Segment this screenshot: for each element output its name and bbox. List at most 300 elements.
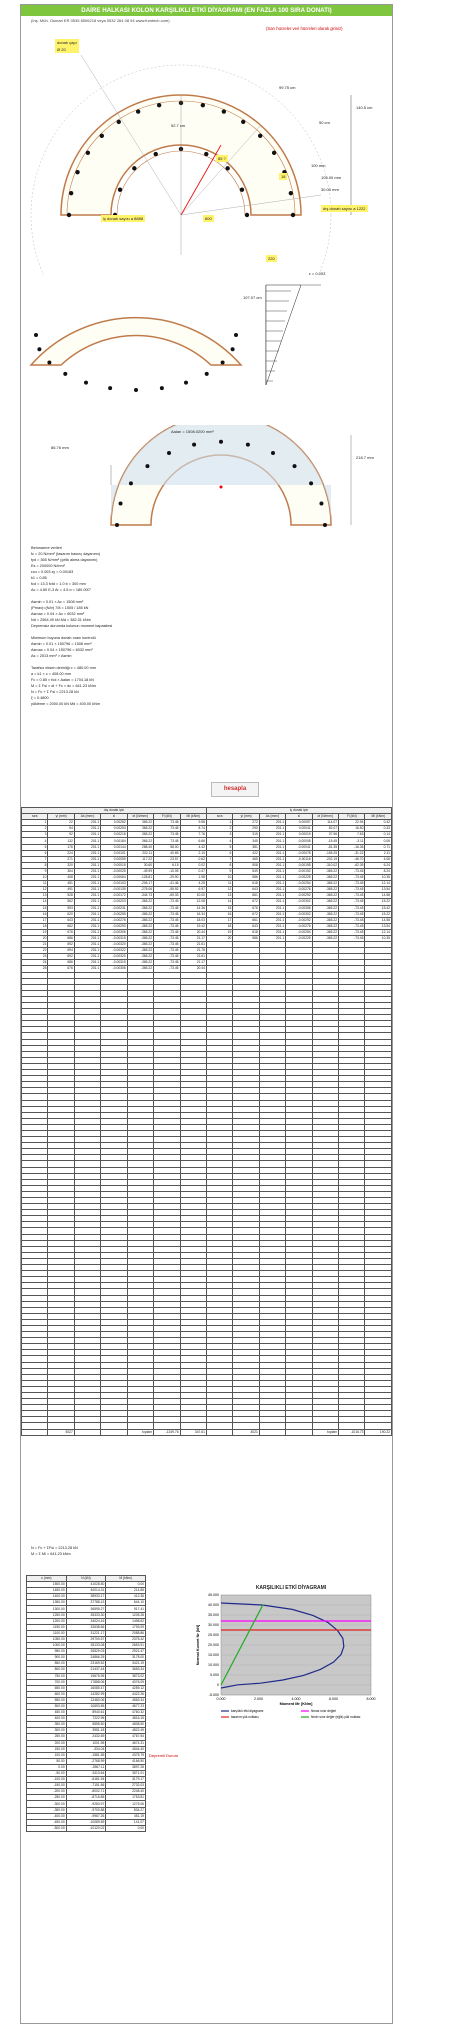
table-cell: 201.1 bbox=[259, 838, 285, 844]
table-cell: 224 bbox=[48, 850, 74, 856]
calc-line: Minimum boyuna donatı oranı kontrolü bbox=[31, 636, 96, 640]
table-cell: -365.22 bbox=[127, 966, 153, 972]
table-cell: -365.22 bbox=[312, 935, 338, 941]
calc-line: εcu = 0.003 εy = 0.00183 bbox=[31, 570, 74, 574]
compression-area-drawing bbox=[21, 425, 392, 535]
rebar bbox=[160, 386, 164, 390]
table-cell: -5113.64 bbox=[66, 1771, 106, 1777]
table-cell: 21 bbox=[22, 942, 48, 948]
table-cell: 14.58 bbox=[365, 917, 392, 923]
table-cell: 0.00 bbox=[106, 1825, 146, 1831]
table-cell: 8 bbox=[22, 862, 48, 868]
table-cell: 13.54 bbox=[365, 887, 392, 893]
y-axis-label: Normal Kuvvet Nr [kN] bbox=[196, 1624, 200, 1666]
column-header: c (mm) bbox=[27, 1576, 67, 1582]
table-cell: -73.45 bbox=[154, 917, 180, 923]
dim-r1: 52.7 cm bbox=[171, 123, 186, 128]
table-cell: -0.00315 bbox=[101, 935, 127, 941]
table-cell: 10.35 bbox=[365, 935, 392, 941]
summary-line: M = Σ Mi = 641.23 kNm bbox=[31, 1552, 71, 1556]
table-cell: -0.00306 bbox=[286, 905, 312, 911]
table-cell: 422 bbox=[233, 850, 259, 856]
table-cell: 586 bbox=[233, 935, 259, 941]
rebar-outer bbox=[117, 120, 121, 124]
table-cell: 643 bbox=[233, 887, 259, 893]
table-cell: 6.97 bbox=[180, 887, 206, 893]
table-cell: -450.00 bbox=[27, 1819, 67, 1825]
y-tick-label: 5.000 bbox=[210, 1673, 219, 1678]
table-cell: 2432.69 bbox=[66, 1734, 106, 1740]
total-cell bbox=[22, 1429, 48, 1435]
table-cell: 0.47 bbox=[180, 868, 206, 874]
table-cell: 350.00 bbox=[27, 1722, 67, 1728]
table-cell: 200.00 bbox=[27, 1740, 67, 1746]
table-cell: 250.00 bbox=[27, 1734, 67, 1740]
dim-r-out: 105.00 mm bbox=[321, 175, 342, 180]
rebar bbox=[63, 372, 67, 376]
table-cell: 0.71 bbox=[365, 844, 392, 850]
legend-label: karşılıklı etki diyagramı bbox=[231, 1709, 264, 1714]
column-header: yi (mm) bbox=[233, 814, 259, 820]
table-cell: 8940.61 bbox=[66, 1710, 106, 1716]
table-cell: -365.22 bbox=[312, 893, 338, 899]
table-cell: -0.00293 bbox=[101, 923, 127, 929]
column-header: εi bbox=[101, 814, 127, 820]
table-cell: -365.22 bbox=[127, 960, 153, 966]
table-cell: -365.22 bbox=[312, 899, 338, 905]
column-header: sıra bbox=[22, 814, 48, 820]
table-cell: 117.22 bbox=[127, 856, 153, 862]
table-cell: 2088.86 bbox=[106, 1630, 146, 1636]
table-cell: 37.96 bbox=[312, 832, 338, 838]
dim-top: 86.76 mm bbox=[51, 445, 69, 450]
calc-line: Asmin = 0.01 × Ac = 1508 mm² bbox=[31, 600, 84, 604]
rebar-outer bbox=[75, 170, 79, 174]
table-cell: -0.00172 bbox=[101, 893, 127, 899]
table-cell: -0.00103 bbox=[101, 881, 127, 887]
table-cell: -41.46 bbox=[154, 881, 180, 887]
bottom-box: 220 bbox=[268, 256, 275, 261]
table-cell: 3951.18 bbox=[66, 1728, 106, 1734]
table-cell: -0.00078 bbox=[286, 850, 312, 856]
interaction-chart bbox=[191, 1591, 391, 1736]
table-cell: -73.45 bbox=[154, 960, 180, 966]
table-cell: 320 bbox=[48, 862, 74, 868]
table-cell: 381 bbox=[233, 844, 259, 850]
table-cell: 20 bbox=[22, 935, 48, 941]
table-cell: 22 bbox=[22, 948, 48, 954]
table-cell: 58.00 bbox=[154, 844, 180, 850]
table-cell: -3967.11 bbox=[66, 1764, 106, 1770]
table-cell: 201.1 bbox=[259, 881, 285, 887]
rebar bbox=[134, 388, 138, 392]
table-cell: 23.57 bbox=[154, 856, 180, 862]
table-cell: -365.22 bbox=[127, 948, 153, 954]
table-cell: 201.1 bbox=[74, 893, 100, 899]
table-cell: 676 bbox=[48, 929, 74, 935]
table-cell: 692 bbox=[48, 942, 74, 948]
table-cell: -365.22 bbox=[127, 942, 153, 948]
rebar bbox=[108, 386, 112, 390]
neutral-axis-dim: 107.07 cm bbox=[243, 295, 262, 300]
table-cell: 201.1 bbox=[74, 838, 100, 844]
table-cell: -0.00276 bbox=[286, 923, 312, 929]
total-cell: 190.22 bbox=[365, 1429, 392, 1435]
table-cell: 643 bbox=[233, 923, 259, 929]
calc-line: fcd = 13.3 fctd = 1.0 b = 300 mm bbox=[31, 582, 86, 586]
table-cell: 201.1 bbox=[259, 826, 285, 832]
table-cell: -310.02 bbox=[312, 862, 338, 868]
table-cell: 17 bbox=[206, 917, 232, 923]
table-cell: 365.22 bbox=[127, 826, 153, 832]
rebar bbox=[309, 481, 313, 485]
table-cell: 644.10 bbox=[106, 1600, 146, 1606]
table-cell: 201.1 bbox=[74, 948, 100, 954]
table-cell: -46.70 bbox=[339, 856, 365, 862]
page-title: DAİRE HALKASI KOLON KARŞILIKLI ETKİ DİYAGRAMI (EN FAZLA 100 SIRA DONATI) bbox=[21, 5, 392, 16]
total-cell bbox=[286, 1429, 312, 1435]
table-cell: 20.44 bbox=[180, 966, 206, 972]
rebar-outer bbox=[201, 103, 205, 107]
rebar-inner bbox=[245, 213, 249, 217]
table-cell: 11 bbox=[22, 881, 48, 887]
table-cell: 28133.08 bbox=[66, 1643, 106, 1649]
table-cell: 365.22 bbox=[127, 820, 153, 826]
table-cell: -0.00320 bbox=[101, 942, 127, 948]
table-cell: 2653.91 bbox=[106, 1643, 146, 1649]
column-header: Mi (kNm) bbox=[180, 814, 206, 820]
rebar bbox=[271, 451, 275, 455]
bar-count-label: 18 bbox=[281, 174, 286, 179]
table-cell: 451 bbox=[48, 881, 74, 887]
table-cell: -73.45 bbox=[339, 929, 365, 935]
table-cell: -150.00 bbox=[27, 1783, 67, 1789]
table-cell: 0.62 bbox=[180, 856, 206, 862]
concrete-strain-label: ε = 0.003 bbox=[309, 271, 326, 276]
group-right-header: iç donatı için bbox=[206, 808, 391, 814]
table-cell: 20.44 bbox=[180, 929, 206, 935]
rebar bbox=[205, 372, 209, 376]
table-cell: 1050.00 bbox=[27, 1636, 67, 1642]
table-cell: 4 bbox=[22, 838, 48, 844]
table-cell: 201.1 bbox=[259, 844, 285, 850]
table-cell: 4.42 bbox=[180, 844, 206, 850]
calc-line: Depremsiz durumda kolonun moment kapasitesi bbox=[31, 624, 113, 628]
table-cell: 202.11 bbox=[127, 850, 153, 856]
table-cell: 201.1 bbox=[74, 832, 100, 838]
rebar-outer bbox=[157, 103, 161, 107]
chart-panel bbox=[191, 1585, 391, 1735]
table-cell: 16 bbox=[206, 911, 232, 917]
table-cell: 694 bbox=[48, 948, 74, 954]
area-label: Aalan = 1508.0200 mm² bbox=[171, 429, 214, 434]
rebar-inner bbox=[154, 152, 158, 156]
table-cell: 15.22 bbox=[365, 911, 392, 917]
table-cell: 26529.03 bbox=[66, 1649, 106, 1655]
table-cell: 3 bbox=[22, 832, 48, 838]
table-cell: -25.90 bbox=[154, 875, 180, 881]
table-cell: 201.1 bbox=[74, 929, 100, 935]
rebar-outer bbox=[69, 191, 73, 195]
author-line: (İnş. Müh. Osman ER 0535 6506218 veya 0532 264 08 94 www.fumtech.com) bbox=[31, 18, 170, 23]
table-cell: 31221.17 bbox=[66, 1630, 106, 1636]
table-cell: 32638.66 bbox=[66, 1624, 106, 1630]
rebar bbox=[167, 451, 171, 455]
summary-line: N = Fc + ΣFsi = 2213.28 kN bbox=[31, 1546, 78, 1550]
dim-r: 99.75 cm bbox=[279, 85, 296, 90]
table-cell: 201.1 bbox=[74, 960, 100, 966]
table-cell: 21.61 bbox=[180, 954, 206, 960]
calc-line: Asmax = 0.04 × 150796 = 6032 mm² bbox=[31, 648, 93, 652]
table-cell: 15 bbox=[206, 905, 232, 911]
table-cell: -73.45 bbox=[339, 923, 365, 929]
table-cell: 19 bbox=[22, 929, 48, 935]
table-cell: 0.00184 bbox=[101, 838, 127, 844]
table-cell: -0.00292 bbox=[286, 917, 312, 923]
table-cell: 672 bbox=[233, 899, 259, 905]
table-cell: 38933.17 bbox=[66, 1594, 106, 1600]
table-cell: 1.98 bbox=[180, 875, 206, 881]
table-cell: 3873.02 bbox=[106, 1673, 146, 1679]
column-header: N (kN) bbox=[66, 1576, 106, 1582]
table-cell: -500.00 bbox=[27, 1825, 67, 1831]
table-cell: -278.06 bbox=[127, 887, 153, 893]
table-cell: 201.1 bbox=[259, 868, 285, 874]
table-cell: 491 bbox=[48, 887, 74, 893]
table-cell: 34024.16 bbox=[66, 1618, 106, 1624]
table-cell: 4677.23 bbox=[106, 1703, 146, 1709]
table-cell: -365.22 bbox=[127, 917, 153, 923]
table-cell: 0.00015 bbox=[101, 862, 127, 868]
table-row bbox=[27, 1825, 146, 1831]
table-cell: 201.1 bbox=[259, 929, 285, 935]
rebar bbox=[84, 381, 88, 385]
table-cell: -232.19 bbox=[312, 856, 338, 862]
total-cell: 4021 bbox=[233, 1429, 259, 1435]
dim-bottom-w: 30.00 mm bbox=[321, 187, 339, 192]
rebar bbox=[184, 381, 188, 385]
table-cell: -0.00192 bbox=[286, 868, 312, 874]
table-cell: 0.42 bbox=[365, 820, 392, 826]
table-cell: 0.00282 bbox=[101, 820, 127, 826]
table-cell: -9967.26 bbox=[66, 1813, 106, 1819]
table-cell: -50.00 bbox=[27, 1771, 67, 1777]
table-cell: 1205.28 bbox=[106, 1612, 146, 1618]
table-cell: 4259.12 bbox=[106, 1685, 146, 1691]
table-cell: 549 bbox=[233, 868, 259, 874]
table-cell: 10 bbox=[22, 875, 48, 881]
table-cell: 214.88 bbox=[106, 1588, 146, 1594]
column-header: Mi (kNm) bbox=[365, 814, 392, 820]
table-cell: 16 bbox=[22, 911, 48, 917]
calc-line: fc = 20 N/mm² (tasarım basınç dayanımı) bbox=[31, 552, 101, 556]
calc-line: Betonarme verileri bbox=[31, 546, 62, 550]
table-cell: 18.03 bbox=[180, 917, 206, 923]
table-cell: 15 bbox=[22, 905, 48, 911]
legend-label: Nmin sınır değer (eğik) yük noktası bbox=[311, 1715, 361, 1720]
table-cell: 201.1 bbox=[259, 875, 285, 881]
table-cell: -400.00 bbox=[27, 1813, 67, 1819]
table-cell: -200.00 bbox=[27, 1789, 67, 1795]
table-cell: 8 bbox=[206, 862, 232, 868]
table-cell: 201.1 bbox=[74, 899, 100, 905]
table-cell: 412.36 bbox=[106, 1594, 146, 1600]
rebar bbox=[37, 347, 41, 351]
calc-line: Nd = 2564.49 kN Md = 382.31 kNm bbox=[31, 618, 91, 622]
table-cell: 676 bbox=[48, 966, 74, 972]
table-cell: -31.22 bbox=[339, 850, 365, 856]
table-cell: -365.22 bbox=[312, 875, 338, 881]
table-cell: -0.00315 bbox=[101, 960, 127, 966]
table-cell: 2732.03 bbox=[106, 1783, 146, 1789]
table-cell: 10693.55 bbox=[66, 1703, 106, 1709]
table-cell: 4.06 bbox=[365, 856, 392, 862]
outer-bar-count: dış donatı sayısı a 1222 bbox=[323, 206, 366, 211]
calc-line: (Pmax)=(N/σ) 7/8 = 1505 / 185 kN bbox=[31, 606, 89, 610]
table-cell: 917.41 bbox=[106, 1606, 146, 1612]
table-cell: 201.1 bbox=[74, 850, 100, 856]
table-cell: -365.22 bbox=[312, 917, 338, 923]
table-cell: 618 bbox=[233, 929, 259, 935]
table-cell: 12.08 bbox=[180, 899, 206, 905]
summary-block bbox=[31, 1545, 78, 1557]
table-cell: 0.00041 bbox=[286, 826, 312, 832]
legend-label: tasarım yük noktası bbox=[231, 1715, 259, 1720]
table-cell: 650.00 bbox=[27, 1685, 67, 1691]
table-cell: 4822.49 bbox=[106, 1728, 146, 1734]
spreadsheet-sheet bbox=[20, 4, 393, 2024]
table-cell: -81.35 bbox=[312, 844, 338, 850]
table-cell: 201.1 bbox=[74, 923, 100, 929]
table-cell: 6 bbox=[206, 850, 232, 856]
table-cell: -0.00116 bbox=[286, 856, 312, 862]
table-cell: 4422.26 bbox=[106, 1691, 146, 1697]
table-cell: 2.10 bbox=[180, 850, 206, 856]
table-cell: 141.07 bbox=[106, 1819, 146, 1825]
table-cell: 14.58 bbox=[365, 893, 392, 899]
table-cell: -0.00320 bbox=[101, 954, 127, 960]
table-cell: -49.99 bbox=[127, 868, 153, 874]
rebar bbox=[192, 443, 196, 447]
table-cell: 40014.31 bbox=[66, 1588, 106, 1594]
table-cell: 73.45 bbox=[154, 826, 180, 832]
table-cell: 114.07 bbox=[312, 820, 338, 826]
table-cell: 3897.28 bbox=[106, 1764, 146, 1770]
table-cell: 3 bbox=[206, 832, 232, 838]
table-cell: 12.14 bbox=[365, 881, 392, 887]
table-cell: -55.92 bbox=[154, 887, 180, 893]
table-cell: 593 bbox=[48, 905, 74, 911]
table-cell: -365.22 bbox=[312, 887, 338, 893]
rebar-outer bbox=[272, 151, 276, 155]
table-cell: 12 bbox=[22, 887, 48, 893]
table-cell: 41028.50 bbox=[66, 1582, 106, 1588]
table-cell: 73.45 bbox=[154, 838, 180, 844]
table-cell: 4760.32 bbox=[106, 1710, 146, 1716]
rebar-inner bbox=[240, 188, 244, 192]
table-cell: 22.94 bbox=[339, 820, 365, 826]
table-cell: 8.24 bbox=[365, 868, 392, 874]
table-cell: 686 bbox=[48, 935, 74, 941]
hesapla-button[interactable]: hesapla bbox=[211, 782, 259, 797]
calc-line: Ac = 4.80 E-3 Ar = 4.5 α = 180.000° bbox=[31, 588, 92, 592]
table-cell: 1753.81 bbox=[106, 1795, 146, 1801]
calc-line: yükleme = 2000.00 kN Md = 400.00 kNm bbox=[31, 702, 101, 706]
table-cell: 345 bbox=[233, 838, 259, 844]
table-cell: 1500.00 bbox=[27, 1582, 67, 1588]
table-cell: -73.45 bbox=[339, 875, 365, 881]
table-cell: -73.45 bbox=[339, 893, 365, 899]
table-cell: 900.00 bbox=[27, 1655, 67, 1661]
table-cell: 686 bbox=[48, 960, 74, 966]
rot-label: 85 ? bbox=[218, 156, 226, 161]
table-cell: 25 bbox=[22, 966, 48, 972]
rebar-outer bbox=[241, 120, 245, 124]
calc-line: As = 2513 mm² > Asmin bbox=[31, 654, 72, 658]
table-cell: -128.81 bbox=[127, 875, 153, 881]
table-cell: 400.00 bbox=[27, 1716, 67, 1722]
table-cell: 6.15 bbox=[154, 862, 180, 868]
table-cell: 201.1 bbox=[259, 862, 285, 868]
calc-line: fyd = 365 N/mm² (çelik akma dayanımı) bbox=[31, 558, 98, 562]
table-cell: -73.45 bbox=[339, 887, 365, 893]
total-cell: -1249.76 bbox=[154, 1429, 180, 1435]
y-tick-label: -5.000 bbox=[208, 1693, 219, 1698]
table-cell: 21.61 bbox=[180, 942, 206, 948]
table-cell: 290 bbox=[233, 826, 259, 832]
table-cell: 1000.00 bbox=[27, 1643, 67, 1649]
table-cell: 19.42 bbox=[180, 923, 206, 929]
table-cell: 4767.54 bbox=[106, 1734, 146, 1740]
table-cell: -365.22 bbox=[127, 923, 153, 929]
table-cell: 29700.57 bbox=[66, 1636, 106, 1642]
table-cell: -0.00292 bbox=[286, 893, 312, 899]
table-cell: 0.00101 bbox=[101, 850, 127, 856]
rebar bbox=[119, 501, 123, 505]
table-cell: 10 bbox=[206, 875, 232, 881]
dim-right: 218.7 mm bbox=[356, 455, 374, 460]
table-cell: 950.00 bbox=[27, 1649, 67, 1655]
total-cell: 347.61 bbox=[180, 1429, 206, 1435]
table-cell: -0.00203 bbox=[101, 899, 127, 905]
table-cell: 1793.09 bbox=[106, 1624, 146, 1630]
rebar-outer bbox=[136, 109, 140, 113]
table-cell: 21.76 bbox=[180, 948, 206, 954]
total-cell bbox=[206, 1429, 232, 1435]
table-cell: 14 bbox=[206, 899, 232, 905]
table-cell: -10089.59 bbox=[66, 1819, 106, 1825]
table-cell: 365.22 bbox=[127, 832, 153, 838]
table-cell: -73.45 bbox=[154, 911, 180, 917]
calc-line: Asmin = 0.01 × 150796 = 1508 mm² bbox=[31, 642, 92, 646]
table-cell: 364 bbox=[48, 868, 74, 874]
table-cell: 1 bbox=[206, 820, 232, 826]
table-cell: 4838.50 bbox=[106, 1722, 146, 1728]
table-cell: 201.1 bbox=[74, 862, 100, 868]
table-cell: 24 bbox=[22, 960, 48, 966]
table-cell: 2248.40 bbox=[106, 1789, 146, 1795]
rebar bbox=[129, 481, 133, 485]
table-cell: -0.00255 bbox=[101, 911, 127, 917]
table-cell: 1300.00 bbox=[27, 1606, 67, 1612]
table-cell: -0.00225 bbox=[286, 935, 312, 941]
table-cell: 661 bbox=[233, 917, 259, 923]
table-cell: 201.1 bbox=[259, 832, 285, 838]
interaction-points-table bbox=[26, 1575, 146, 1832]
table-cell: 4563.34 bbox=[106, 1697, 146, 1703]
table-cell: -2768.99 bbox=[66, 1758, 106, 1764]
table-cell: -62.35 bbox=[339, 862, 365, 868]
